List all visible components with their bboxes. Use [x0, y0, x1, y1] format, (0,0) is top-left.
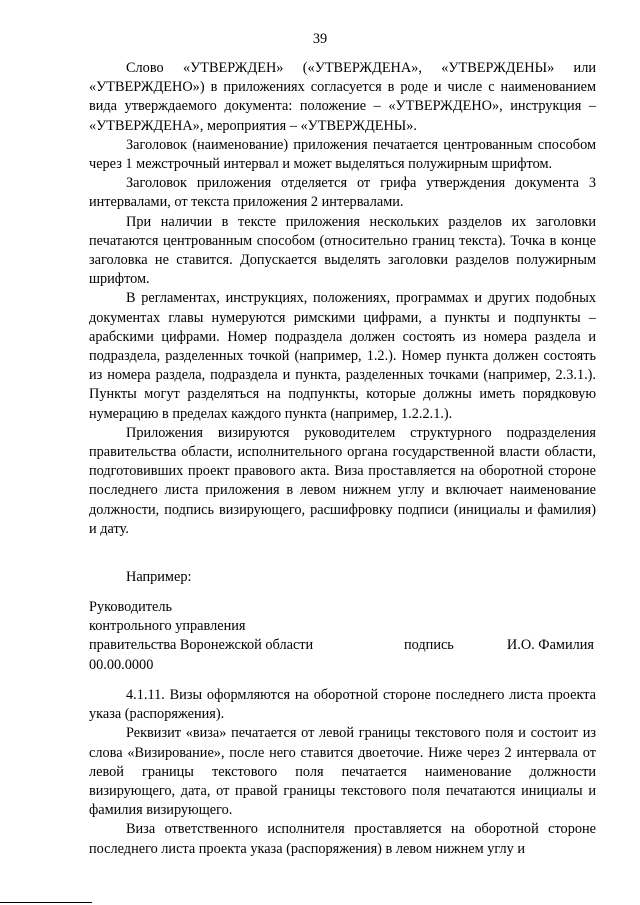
body-text-bottom: [89, 686, 596, 859]
paragraph: Заголовок приложения отделяется от грифа утверждения документа 3 интервалами, от текста приложения 2 интервалами.: [89, 175, 596, 211]
example-label-block: [89, 568, 596, 587]
paragraph: Слово «УТВЕРЖДЕН» («УТВЕРЖДЕНА», «УТВЕРЖДЕНЫ» или «УТВЕРЖДЕНО») в приложениях согласуется в роде и числе с наименованием вида утверждаемого документа: положение – «УТВЕРЖДЕНО», инструкция – «УТВЕРЖДЕНА», мероприятия – «УТВЕРЖДЕНЫ».: [89, 60, 596, 134]
body-text-top: [89, 59, 596, 539]
paragraph: Приложения визируются руководителем структурного подразделения правительства области, исполнительного органа государственной власти области, подготовивших проект правового акта. Виза проставляется на оборотной стороне последнего листа приложения в левом нижнем углу и включает наименование должности, подпись визирующего, расшифровку подписи (инициалы и фамилия) и дату.: [89, 424, 596, 537]
paragraph: Заголовок (наименование) приложения печатается центрованным способом через 1 межстрочный интервал и может выделяться полужирным шрифтом.: [89, 136, 596, 173]
signature-position-line: Руководитель: [89, 599, 173, 615]
signatory-name: И.О. Фамилия: [506, 637, 594, 654]
signature-date: 00.00.0000: [89, 656, 154, 673]
paragraph: В регламентах, инструкциях, положениях, программах и других подобных документах главы нумеруются римскими цифрами, а пункты и подпункты – арабскими цифрами. Номер подраздела должен состоять из номера раздела и подраздела, разделенных точкой (например, 1.2.). Номер пункта должен состоять из номера раздела, подраздела и пункта, разделенных точками (например, 2.3.1.). Пункты могут разделяться на подпункты, которые должны иметь порядковую нумерацию в пределах каждого пункта (например, 1.2.2.1.).: [89, 290, 596, 422]
signature-position-line: правительства Воронежской области: [89, 637, 314, 654]
page-number: 39: [312, 31, 328, 47]
signature-position-row: [89, 636, 596, 655]
paragraph: Реквизит «виза» печатается от левой границы текстового поля и состоит из слова «Визирование», после него ставится двоеточие. Ниже через 2 интервала от левой границы текстового поля печатается наименование должности визирующего, дата, от правой границы текстового поля печатаются инициалы и фамилия визирующего.: [89, 725, 596, 819]
paragraph: Виза ответственного исполнителя проставляется на оборотной стороне последнего листа проекта указа (распоряжения) в левом нижнем углу и: [89, 821, 596, 857]
signature-block: [89, 598, 596, 675]
paragraph: При наличии в тексте приложения нескольких разделов их заголовки печатаются центрованным способом (относительно границ текста). Точка в конце заголовка не ставится. Допускается выделять заголовки разделов полужирным шрифтом.: [89, 213, 596, 288]
footnote-rule: [0, 902, 92, 903]
paragraph: 4.1.11. Визы оформляются на оборотной стороне последнего листа проекта указа (распоряжения).: [89, 687, 596, 723]
signature-position-line: контрольного управления: [89, 618, 246, 635]
signature-placeholder: подпись: [404, 637, 454, 654]
example-label: Например:: [126, 569, 192, 585]
